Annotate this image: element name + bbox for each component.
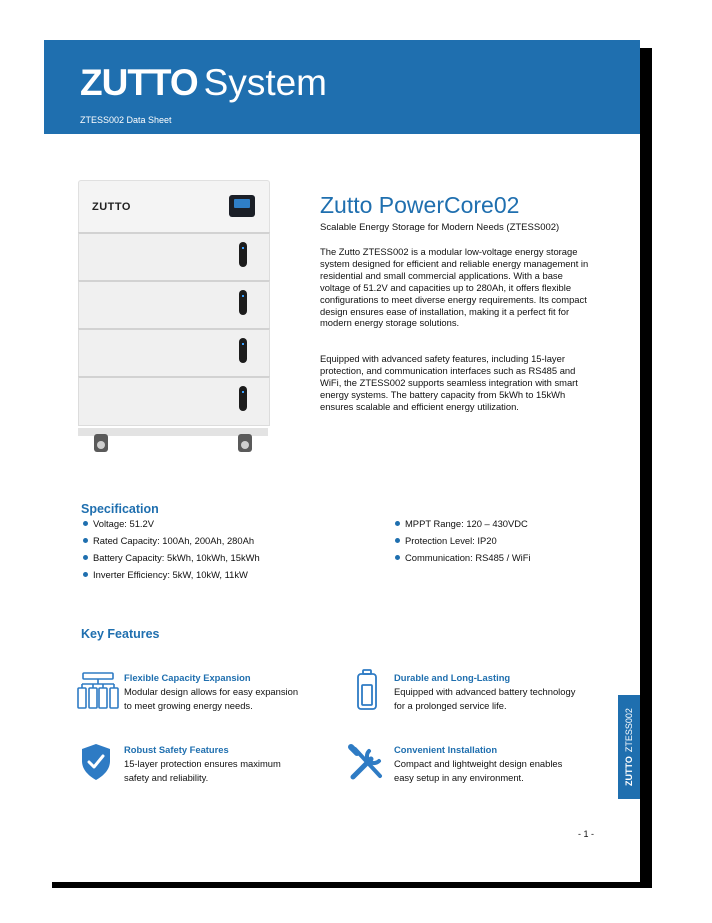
bullet-icon bbox=[83, 538, 88, 543]
feature-description: Compact and lightweight design enables bbox=[394, 758, 563, 769]
side-tab bbox=[618, 695, 640, 799]
feature-description: 15-layer protection ensures maximum bbox=[124, 758, 281, 769]
feature-description: easy setup in any environment. bbox=[394, 772, 524, 783]
feature-convenient-installation bbox=[394, 744, 619, 785]
spec-item: Rated Capacity: 100Ah, 200Ah, 280Ah bbox=[83, 535, 260, 552]
spec-item: Voltage: 51.2V bbox=[83, 518, 260, 535]
description-paragraph: Equipped with advanced safety features, including 15-layer protection, and communication interfaces such as RS485 and WiFi, the ZTESS002 supports seamless integration with smart energy systems. The battery capacity from 5kWh to 15kWh ensures scalable and efficient energy utilization. bbox=[320, 353, 578, 412]
spec-item: Inverter Efficiency: 5kW, 10kW, 11kW bbox=[83, 569, 260, 586]
feature-title: Robust Safety Features bbox=[124, 744, 229, 755]
bullet-icon bbox=[83, 555, 88, 560]
spec-list-left bbox=[83, 518, 260, 586]
unit-control-cap bbox=[78, 180, 270, 234]
feature-title: Flexible Capacity Expansion bbox=[124, 672, 251, 683]
side-tab-label bbox=[618, 695, 640, 799]
feature-description: Equipped with advanced battery technology bbox=[394, 686, 576, 697]
wheel-icon bbox=[238, 434, 252, 452]
spec-item: Battery Capacity: 5kWh, 10kWh, 15kWh bbox=[83, 552, 260, 569]
display-panel-icon bbox=[229, 195, 255, 217]
unit-logo: ZUTTO bbox=[92, 201, 131, 213]
specification-heading: Specification bbox=[81, 502, 159, 516]
bullet-icon bbox=[83, 572, 88, 577]
product-image bbox=[78, 180, 268, 438]
handle-icon bbox=[239, 242, 247, 267]
datasheet-subtitle: ZTESS002 Data Sheet bbox=[80, 115, 172, 125]
header-banner bbox=[44, 40, 640, 134]
handle-icon bbox=[239, 290, 247, 315]
product-title: Zutto PowerCore02 bbox=[320, 192, 520, 218]
bullet-icon bbox=[83, 521, 88, 526]
brand-bold: ZUTTO bbox=[80, 62, 198, 103]
spec-item: MPPT Range: 120 – 430VDC bbox=[395, 518, 531, 535]
spec-item: Protection Level: IP20 bbox=[395, 535, 531, 552]
description-paragraph: The Zutto ZTESS002 is a modular low-voltage energy storage system designed for efficient and reliable energy management in residential and small commercial applications. With a base voltage of 51.2V and capacities up to 280Ah, it offers flexible configurations to meet diverse energy requirements. Its compact design ensures ease of installation, making it a perfect fit for modern energy storage solutions. bbox=[320, 246, 589, 329]
feature-description: for a prolonged service life. bbox=[394, 700, 507, 711]
brand-light: System bbox=[203, 62, 327, 103]
battery-module bbox=[78, 232, 270, 282]
battery-module bbox=[78, 280, 270, 330]
handle-icon bbox=[239, 338, 247, 363]
product-tagline: Scalable Energy Storage for Modern Needs (ZTESS002) bbox=[320, 222, 560, 233]
side-model: ZTESS002 bbox=[624, 708, 634, 753]
bullet-icon bbox=[395, 521, 400, 526]
tools-icon bbox=[347, 743, 387, 783]
spec-list-right bbox=[395, 518, 531, 569]
key-features-heading: Key Features bbox=[81, 627, 160, 641]
feature-durable bbox=[394, 672, 619, 713]
spec-item: Communication: RS485 / WiFi bbox=[395, 552, 531, 569]
feature-description: Modular design allows for easy expansion bbox=[124, 686, 299, 697]
feature-flexible-capacity bbox=[124, 672, 349, 713]
datasheet-page bbox=[44, 40, 640, 882]
shield-check-icon bbox=[80, 743, 112, 781]
feature-description: safety and reliability. bbox=[124, 772, 209, 783]
modules-icon bbox=[77, 671, 119, 711]
handle-icon bbox=[239, 386, 247, 411]
bullet-icon bbox=[395, 538, 400, 543]
battery-module bbox=[78, 376, 270, 426]
wheel-icon bbox=[94, 434, 108, 452]
bullet-icon bbox=[395, 555, 400, 560]
feature-title: Convenient Installation bbox=[394, 744, 498, 755]
feature-description: to meet growing energy needs. bbox=[124, 700, 253, 711]
battery-module bbox=[78, 328, 270, 378]
brand-title bbox=[80, 62, 327, 104]
feature-title: Durable and Long-Lasting bbox=[394, 672, 511, 683]
page-number: - 1 - bbox=[578, 829, 595, 839]
side-brand: ZUTTO bbox=[624, 756, 634, 786]
battery-icon bbox=[356, 669, 378, 711]
feature-robust-safety bbox=[124, 744, 349, 785]
